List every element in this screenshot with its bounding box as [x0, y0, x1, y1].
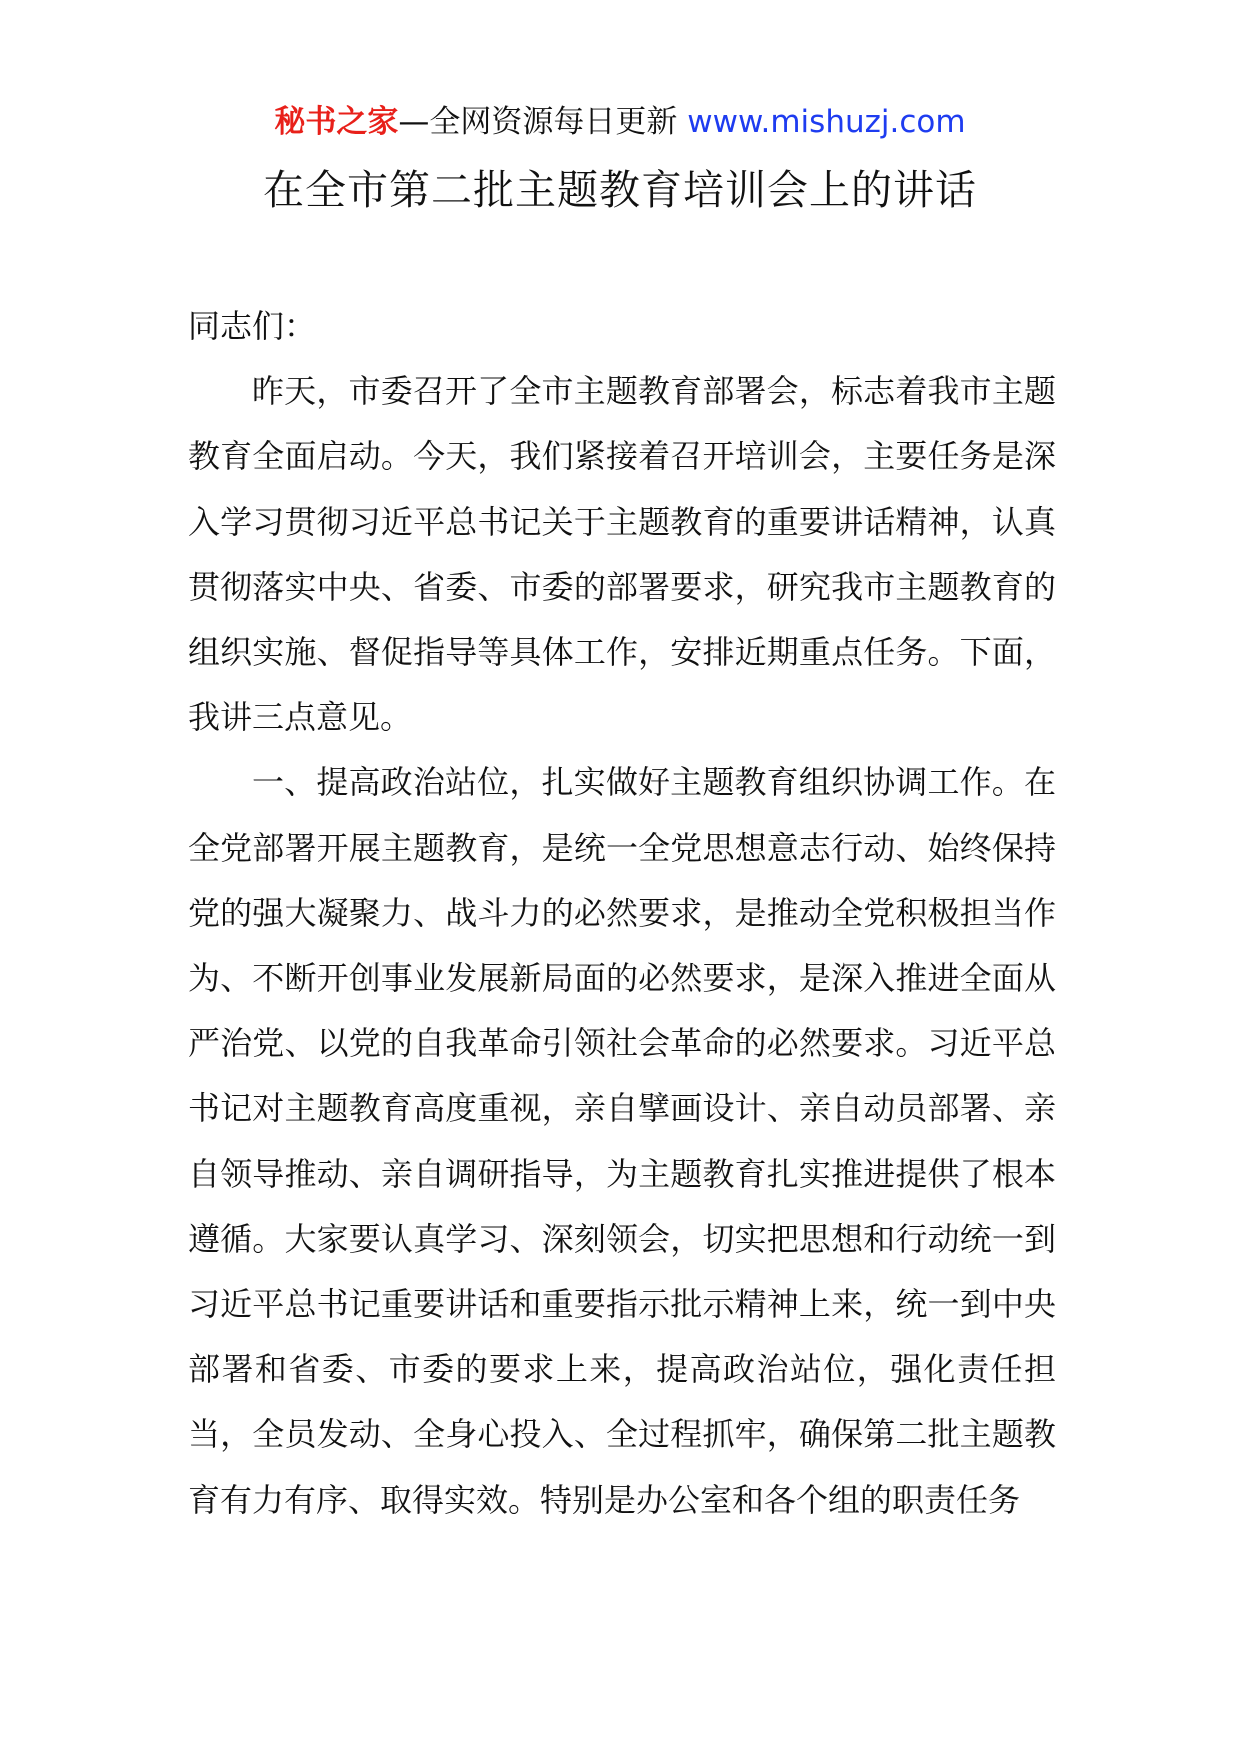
- document-title: 在全市第二批主题教育培训会上的讲话: [263, 166, 977, 214]
- paragraph-intro: 昨天，市委召开了全市主题教育部署会，标志着我市主题教育全面启动。今天，我们紧接着召开培训会，主要任务是深入学习贯彻习近平总书记关于主题教育的重要讲话精神，认真贯彻落实中央、省委、市委的部署要求，研究我市主题教育的组织实施、督促指导等具体工作，安排近期重点任务。下面，我讲三点意见。: [188, 372, 1056, 737]
- salutation: 同志们：: [188, 307, 317, 345]
- brand-name: 秘书之家: [274, 104, 399, 140]
- site-header: [0, 100, 1240, 144]
- paragraph-section-1: [188, 750, 1056, 1532]
- site-url-link[interactable]: www.mishuzj.com: [687, 104, 966, 140]
- site-tagline: —全网资源每日更新: [398, 104, 678, 140]
- section-heading-1: 一、提高政治站位，扎实做好主题教育组织协调工作。: [252, 763, 1024, 802]
- section-text-1: 在全党部署开展主题教育，是统一全党思想意志行动、始终保持党的强大凝聚力、战斗力的必然要求，是推动全党积极担当作为、不断开创事业发展新局面的必然要求，是深入推进全面从严治党、以党的自我革命引领社会革命的必然要求。习近平总书记对主题教育高度重视，亲自擘画设计、亲自动员部署、亲自领导推动、亲自调研指导，为主题教育扎实推进提供了根本遵循。大家要认真学习、深刻领会，切实把思想和行动统一到习近平总书记重要讲话和重要指示批示精神上来，统一到中央部署和省委、市委的要求上来，提高政治站位，强化责任担当，全员发动、全身心投入、全过程抓牢，确保第二批主题教育有力有序、取得实效。特别是办公室和各个组的职责任务: [188, 763, 1056, 1519]
- document-body: [188, 294, 1056, 1533]
